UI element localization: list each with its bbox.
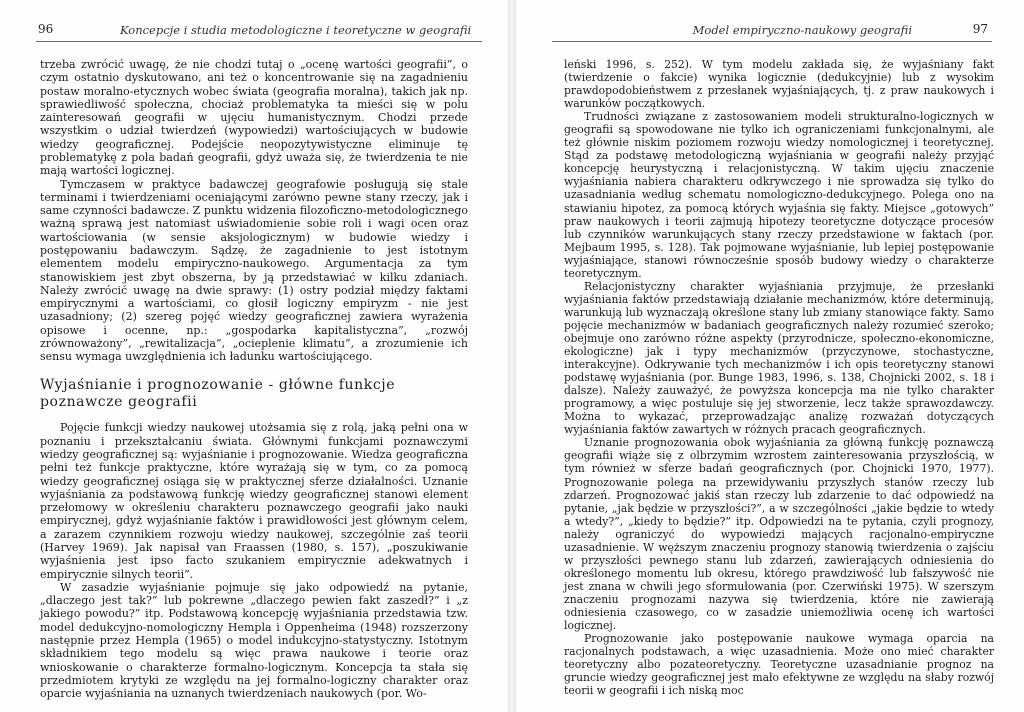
- section-heading: Wyjaśnianie i prognozowanie - główne funkcje poznawcze geografii: [40, 377, 396, 411]
- paragraph: trzeba zwrócić uwagę, że nie chodzi tutaj o „ocenę wartości geografii”, o czym ostatnio dyskutowano, ani też o koncentrowanie się na zagadnieniu postaw moralno-etycznych wobec świata (geografia moralna), takich jak np. sprawiedliwość społeczna, chociaż problematyka ta mieści się w polu zainteresowań geografii w ujęciu humanistycznym. Chodzi przede wszystkim o udział twierdzeń (wypowiedzi) wartościujących w budowie wiedzy geograficznej. Podejście neopozytywistyczne eliminuje tę problematykę z pola badań geografii, gdyż uważa się, że twierdzenia te nie mają wartości logicznej.: [40, 58, 468, 178]
- left-page-header: [38, 22, 478, 38]
- book-gutter: [508, 0, 516, 712]
- paragraph: leński 1996, s. 252). W tym modelu zakłada się, że wyjaśniany fakt (twierdzenie o fakcie) wynika logicznie (dedukcyjnie) lub z wysokim prawdopodobieństwem z przesłanek wyjaśniających, tj. z praw naukowych i warunków początkowych.: [564, 58, 994, 111]
- right-running-title: Model empiryczno-naukowy geografii: [692, 23, 912, 37]
- paragraph: W zasadzie wyjaśnianie pojmuje się jako odpowiedź na pytanie, „dlaczego jest tak?” lub pokrewne „dlaczego pewien fakt zaszedł?” i „z jakiego powodu?” itp. Podstawową koncepcję wyjaśniania przedstawia tzw. model dedukcyjno-nomologiczny Hempla i Oppenheima (1948) rozszerzony następnie przez Hempla (1965) o model indukcyjno-statystyczny. Istotnym składnikiem tego modelu są więc prawa naukowe i teorie oraz wnioskowanie o charakterze formalno-logicznym. Koncepcja ta stała się przedmiotem krytyki ze względu na jej formalno-logiczny charakter oraz oparcie wyjaśniania na uznanych twierdzeniach naukowych (por. Wo-: [40, 580, 468, 701]
- left-running-title: Koncepcje i studia metodologiczne i teoretyczne w geografii: [120, 23, 472, 37]
- paragraph: Prognozowanie jako postępowanie naukowe wymaga oparcia na racjonalnych podstawach, a więc uzasadnienia. Może ono mieć charakter teoretyczny albo pozateoretyczny. Teoretyczne uzasadnianie prognoz na gruncie wiedzy geograficznej jest mało efektywne ze względu na słaby rozwój teorii w geografii i ich niską moc: [564, 632, 994, 698]
- paragraph: Relacjonistyczny charakter wyjaśniania przyjmuje, że przesłanki wyjaśniania faktów przedstawiają działanie mechanizmów, które determinują, warunkują lub wyznaczają określone stany lub zmiany stanowiące fakty. Samo pojęcie mechanizmów w badaniach geograficznych należy rozumieć szeroko; obejmuje ono zarówno różne aspekty (przyrodnicze, społeczno-ekonomiczne, ekologiczne) jak i typy mechanizmów (przyczynowe, stochastyczne, interakcyjne). Odkrywanie tych mechanizmów i ich opis teoretyczny stanowi podstawę wyjaśniania (por. Bunge 1983, 1996, s. 138, Chojnicki 2002, s. 18 i dalsze). Należy zauważyć, że powyższa koncepcja ma nie tylko charakter programowy, a więc postuluje się jej stworzenie, lecz także sprawozdawczy. Można to wykazać, przeprowadzając analizę rozważań dotyczących wyjaśniania faktów zawartych w różnych pracach geograficznych.: [564, 279, 994, 437]
- left-page-body: [40, 58, 468, 700]
- paragraph: Pojęcie funkcji wiedzy naukowej utożsamia się z rolą, jaką pełni ona w poznaniu i przekształcaniu świata. Głównymi funkcjami poznawczymi wiedzy geograficznej są: wyjaśnianie i prognozowanie. Wiedza geograficzna pełni też funkcje praktyczne, które wyrażają się w tym, co za pomocą wiedzy geograficznej osiąga się w praktycznej sferze działalności. Uznanie wyjaśniania za podstawową funkcję wiedzy geograficznej stanowi element przełomowy w określeniu charakteru poznawczego geografii jako nauki empirycznej, gdyż wyjaśnianie faktów i prawidłowości jest głównym celem, a zarazem czynnikiem rozwoju wiedzy naukowej, szczególnie zaś teorii (Harvey 1969). Jak napisał van Fraassen (1980, s. 157), „poszukiwanie wyjaśnienia jest ipso facto szukaniem empirycznie adekwatnych i empirycznie silnych teorii”.: [40, 421, 468, 581]
- right-page-number: 97: [972, 22, 988, 36]
- left-page: [0, 0, 508, 712]
- right-page-body: [564, 58, 994, 697]
- right-page-header: [552, 22, 988, 38]
- right-page: [516, 0, 1024, 712]
- paragraph: Uznanie prognozowania obok wyjaśniania za główną funkcję poznawczą geografii wiąże się z olbrzymim wzrostem zainteresowania przyszłością, w tym również w sferze badań geograficznych (por. Chojnicki 1970, 1977). Prognozowanie polega na przewidywaniu przyszłych stanów rzeczy lub zdarzeń. Prognozować jakiś stan rzeczy lub zdarzenie to dać odpowiedź na pytanie, „jak będzie w przyszłości?”, a w szczególności „jakie będzie to wtedy a wtedy?”, „kiedy to będzie?” itp. Odpowiedzi na te pytania, czyli prognozy, należy ograniczyć do wypowiedzi mających racjonalno-empiryczne uzasadnienie. W węższym znaczeniu prognozy stanowią twierdzenia o zajściu w przyszłości pewnego stanu lub zdarzeń, zawierających odniesienia do określonego momentu lub okresu, którego prawdziwość lub fałszywość nie jest znana w chwili jego sformułowania (por. Czerwiński 1975). W szerszym znaczeniu prognozami nazywa się twierdzenia, które nie zawierają odniesienia czasowego, co w zasadzie uniemożliwia ocenę ich wartości logicznej.: [564, 436, 994, 633]
- paragraph: Trudności związane z zastosowaniem modeli strukturalno-logicznych w geografii są spowodowane nie tylko ich ograniczeniami funkcjonalnymi, ale też głównie niskim poziomem rozwoju wiedzy nomologicznej i teoretycznej. Stąd za podstawę metodologiczną wyjaśniania w geografii należy przyjąć koncepcję heurystyczną i relacjonistyczną. W takim ujęciu znaczenie wyjaśniania nabiera charakteru odkrywczego i nie sprowadza się tylko do uzasadniania według schematu nomologiczno-dedukcyjnego. Polega ono na stawianiu hipotez, za pomocą których wyjaśnia się fakty. Miejsce „gotowych” praw naukowych i teorii zajmują hipotezy teoretyczne dotyczące procesów lub czynników warunkujących stany rzeczy przedstawione w faktach (por. Mejbaum 1995, s. 128). Tak pojmowane wyjaśnianie, lub lepiej postępowanie wyjaśniające, stanowi równocześnie sposób budowy wiedzy o charakterze teoretycznym.: [564, 110, 994, 280]
- left-header-rule: [36, 41, 482, 42]
- paragraph: Tymczasem w praktyce badawczej geografowie posługują się stale terminami i twierdzeniami oceniającymi zarówno pewne stany rzeczy, jak i same czynności badawcze. Z punktu widzenia filozoficzno-metodologicznego ważną sprawą jest natomiast uświadomienie sobie roli i wagi ocen oraz wartościowania (w sensie aksjologicznym) w budowie wiedzy i postępowaniu badawczym. Sądzę, że zagadnienie to jest istotnym elementem modelu empiryczno-naukowego. Argumentacja za tym stanowiskiem jest zbyt obszerna, by ją przedstawiać w kilku zdaniach. Należy zwrócić uwagę na dwie sprawy: (1) ostry podział między faktami empirycznymi a wartościami, co głosił logiczny empiryzm - nie jest uzasadniony; (2) szereg pojęć wiedzy geograficznej zawiera wyrażenia opisowe i ocenne, np.: „gospodarka kapitalistyczna”, „rozwój zrównoważony”, „rewitalizacja”, „ocieplenie klimatu”, a zrozumienie ich sensu wymaga uwzględnienia ich ładunku wartościującego.: [40, 177, 468, 364]
- left-page-number: 96: [38, 22, 54, 36]
- right-header-rule: [552, 41, 992, 42]
